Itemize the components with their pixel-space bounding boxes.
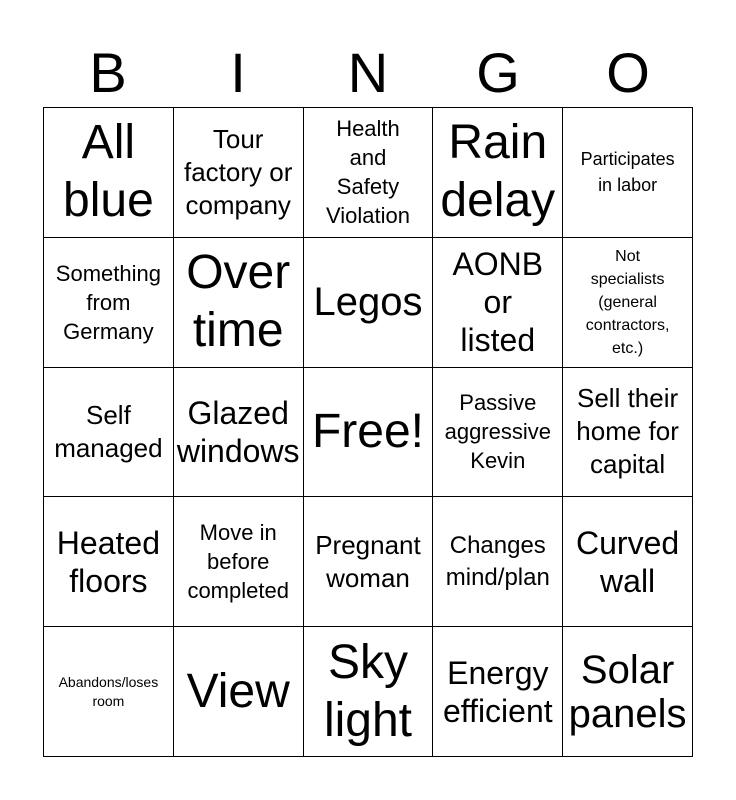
header-letter-g: G	[476, 41, 520, 104]
bingo-cell[interactable]	[44, 497, 174, 627]
bingo-cell-label: Heated floors	[56, 524, 160, 599]
bingo-cell-label: Something from Germany	[55, 260, 161, 344]
bingo-cell-label: Abandons/loses room	[58, 673, 159, 709]
bingo-cell[interactable]	[44, 108, 174, 238]
bingo-cell[interactable]	[304, 497, 434, 627]
bingo-cell-label: Glazed windows	[176, 394, 300, 469]
bingo-grid	[43, 107, 693, 757]
bingo-cell-label: Free!	[311, 404, 424, 458]
bingo-cell[interactable]	[304, 238, 434, 368]
bingo-cell[interactable]	[174, 627, 304, 757]
bingo-cell-label: All blue	[63, 116, 154, 228]
bingo-cell[interactable]	[563, 238, 693, 368]
bingo-cell-label: Legos	[313, 280, 423, 325]
bingo-cell[interactable]	[433, 368, 563, 498]
bingo-cell[interactable]	[174, 238, 304, 368]
bingo-cell-label: Energy efficient	[442, 654, 553, 729]
bingo-cell[interactable]	[174, 368, 304, 498]
bingo-cell-label: Move in before completed	[187, 520, 289, 604]
bingo-cell[interactable]	[563, 497, 693, 627]
bingo-cell[interactable]	[44, 368, 174, 498]
bingo-cell-label: Health and Safety Violation	[325, 116, 410, 229]
bingo-cell-label: Changes mind/plan	[445, 531, 550, 591]
bingo-cell[interactable]	[174, 497, 304, 627]
bingo-cell[interactable]	[563, 108, 693, 238]
bingo-cell[interactable]	[433, 108, 563, 238]
bingo-cell-label: Curved wall	[576, 524, 680, 599]
bingo-cell-label: Pregnant woman	[315, 529, 421, 593]
bingo-cell[interactable]	[433, 627, 563, 757]
bingo-cell-label: Participates in labor	[580, 149, 675, 196]
bingo-cell[interactable]	[563, 627, 693, 757]
bingo-cell-label: Tour factory or company	[184, 123, 293, 220]
bingo-cell-label: AONB or listed	[452, 246, 544, 359]
bingo-cell[interactable]	[563, 368, 693, 498]
header-letter-o: O	[606, 41, 650, 104]
bingo-cell[interactable]	[433, 238, 563, 368]
bingo-cell-label: Rain delay	[440, 116, 556, 228]
bingo-cell-label: Over time	[186, 246, 291, 358]
bingo-cell-label: Sky light	[323, 635, 413, 747]
bingo-header	[43, 40, 693, 106]
header-letter-n: N	[347, 41, 389, 104]
bingo-cell-label: Passive aggressive Kevin	[444, 390, 551, 474]
bingo-cell-label: Sell their home for capital	[576, 383, 679, 480]
bingo-cell[interactable]	[304, 627, 434, 757]
header-letter-i: I	[230, 41, 246, 104]
bingo-cell[interactable]	[433, 497, 563, 627]
bingo-cell[interactable]	[304, 108, 434, 238]
bingo-cell-label: Solar panels	[568, 647, 687, 736]
bingo-cell[interactable]	[174, 108, 304, 238]
bingo-cell[interactable]	[304, 368, 434, 498]
bingo-cell[interactable]	[44, 627, 174, 757]
bingo-cell-label: View	[186, 664, 290, 718]
bingo-cell[interactable]	[44, 238, 174, 368]
bingo-cell-label: Self managed	[54, 399, 163, 463]
header-letter-b: B	[89, 41, 127, 104]
bingo-cell-label: Not specialists (general contractors, etc.)	[585, 247, 670, 357]
